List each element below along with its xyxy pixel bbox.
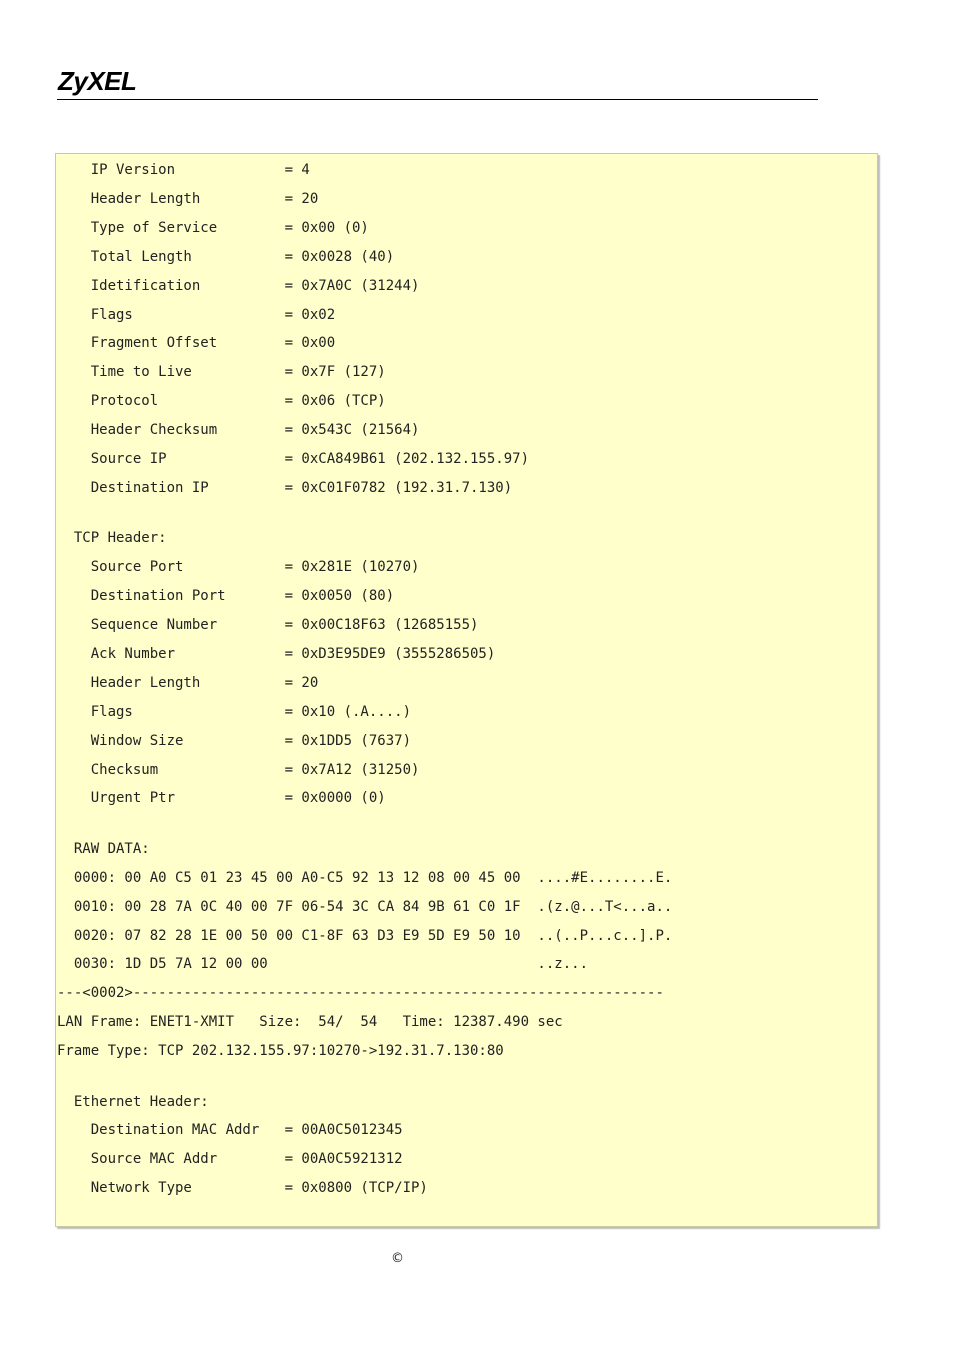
trace-line: Source Port = 0x281E (10270) (57, 559, 420, 576)
trace-line: Frame Type: TCP 202.132.155.97:10270->192.31.7.130:80 (57, 1043, 504, 1060)
trace-line: Header Length = 20 (57, 190, 319, 207)
trace-line: Idetification = 0x7A0C (31244) (57, 277, 420, 294)
trace-line: Destination Port = 0x0050 (80) (57, 588, 395, 605)
trace-line: Total Length = 0x0028 (40) (57, 248, 395, 265)
copyright-mark: © (391, 1251, 404, 1266)
trace-line: Fragment Offset = 0x00 (57, 335, 336, 352)
trace-line: Type of Service = 0x00 (0) (57, 219, 369, 236)
trace-line: Checksum = 0x7A12 (31250) (57, 761, 420, 778)
trace-line: Source MAC Addr = 00A0C5921312 (57, 1151, 403, 1168)
trace-line: Sequence Number = 0x00C18F63 (12685155) (57, 617, 479, 633)
trace-line: Ack Number = 0xD3E95DE9 (3555286505) (57, 645, 496, 662)
trace-line: Protocol = 0x06 (TCP) (57, 393, 386, 410)
header-rule (57, 99, 818, 100)
trace-line: Source IP = 0xCA849B61 (202.132.155.97) (57, 451, 530, 467)
trace-line: Header Checksum = 0x543C (21564) (57, 422, 420, 439)
trace-line: LAN Frame: ENET1-XMIT Size: 54/ 54 Time: 12387.490 sec (57, 1014, 563, 1031)
trace-line: Flags = 0x02 (57, 306, 336, 323)
trace-line: Window Size = 0x1DD5 (7637) (57, 732, 412, 749)
trace-line: 0000: 00 A0 C5 01 23 45 00 A0-C5 92 13 12 08 00 45 00 ....#E........E. (57, 869, 673, 886)
trace-line: Time to Live = 0x7F (127) (57, 364, 386, 381)
trace-line: 0020: 07 82 28 1E 00 50 00 C1-8F 63 D3 E9 5D E9 50 10 ..(..P...c..].P. (57, 927, 673, 944)
trace-line: Header Length = 20 (57, 674, 319, 691)
trace-line: Network Type = 0x0800 (TCP/IP) (57, 1180, 428, 1197)
trace-line: Flags = 0x10 (.A....) (57, 703, 412, 720)
trace-line: IP Version = 4 (57, 162, 310, 178)
zyxel-logo: ZyXEL (58, 66, 137, 96)
trace-line: Destination MAC Addr = 00A0C5012345 (57, 1122, 403, 1139)
trace-line: 0030: 1D D5 7A 12 00 00 ..z... (57, 956, 589, 973)
trace-line: Destination IP = 0xC01F0782 (192.31.7.130) (57, 479, 513, 496)
trace-line: TCP Header: (57, 530, 167, 547)
trace-line: RAW DATA: (57, 840, 150, 857)
trace-line: 0010: 00 28 7A 0C 40 00 7F 06-54 3C CA 84 9B 61 C0 1F .(z.@...T<...a.. (57, 898, 673, 915)
trace-line: Urgent Ptr = 0x0000 (0) (57, 790, 386, 807)
trace-line: Ethernet Header: (57, 1093, 209, 1110)
trace-line: ---<0002>--------------------------------------------------------------- (57, 985, 664, 1002)
